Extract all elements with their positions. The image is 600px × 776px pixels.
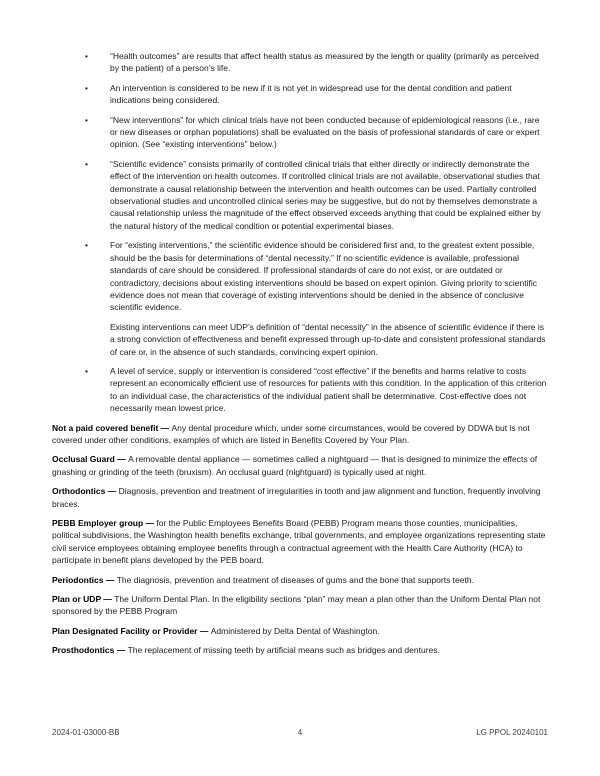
definition-periodontics <box>52 574 548 586</box>
definition-term: Plan Designated Facility or Provider — <box>52 625 211 636</box>
definition-not-a-paid-covered-benefit <box>52 422 548 447</box>
bullet-paragraph: “Health outcomes” are results that affect health status as measured by the length or quality (primarily as perceived by the patient) of a person’s life. <box>110 51 539 74</box>
bullet-item-cost-effective <box>52 365 548 415</box>
definition-orthodontics <box>52 485 548 510</box>
definition-term: Plan or UDP — <box>52 594 115 605</box>
bullet-text <box>110 365 548 415</box>
definition-text: Any dental procedure which, under some circumstances, would be covered by DDWA but is not covered under other conditions, examples of which are listed in Benefits Covered by Your Plan. <box>52 422 530 445</box>
definition-term: Occlusal Guard — <box>52 454 129 465</box>
bullet-paragraph: “New interventions” for which clinical trials have not been conducted because of epidemiological reasons (i.e., rare or new diseases or orphan populations) shall be evaluated on the basis of professional standards of care or expert opinion. (See “existing interventions” below.) <box>110 114 540 150</box>
definition-text: Diagnosis, prevention and treatment of irregularities in tooth and jaw alignment and function, frequently involving braces. <box>52 486 541 509</box>
footer-doc-code: 2024-01-03000-BB <box>52 728 120 737</box>
definition-occlusal-guard <box>52 453 548 478</box>
bullet-text <box>110 114 548 151</box>
bullet-continuation-paragraph: Existing interventions can meet UDP’s definition of “dental necessity” in the absence of scientific evidence if there is a strong conviction of effectiveness and benefit expressed through up-to-date and consistent professional standards of care or, in the absence of such standards, convincing expert opinion. <box>110 321 546 357</box>
definition-text: The diagnosis, prevention and treatment of diseases of gums and the bone that supports teeth. <box>116 574 474 585</box>
definition-text: for the Public Employees Benefits Board (PEBB) Program means those counties, municipalities, political subdivisions, the Washington health benefits exchange, tribal governments, and employee organizations representing state civil service employees obtaining employee benefits through a contractual agreement with the Health Care Authority (HCA) to participate in benefit plans developed by the PEB board. <box>52 518 546 566</box>
definition-term: Orthodontics — <box>52 486 119 497</box>
definition-term: PEBB Employer group — <box>52 518 157 528</box>
definition-term: Not a paid covered benefit — <box>52 422 172 433</box>
definition-plan-or-udp <box>52 593 548 618</box>
definition-term: Prosthodontics — <box>52 645 128 656</box>
bullet-marker: • <box>85 51 88 61</box>
bullet-text <box>110 50 548 75</box>
bullet-item-new-intervention <box>52 82 548 107</box>
definition-term: Periodontics — <box>52 574 117 585</box>
bullet-paragraph: “Scientific evidence” consists primarily of controlled clinical trials that either directly or indirectly demonstrate the effect of the intervention on health outcomes. If controlled clinical trials are not available, observational studies that demonstrate a causal relationship between the intervention and health outcomes can be used. Partially controlled observational studies and uncontrolled clinical series may be suggestive, but do not by themselves demonstrate a causal relationship unless the magnitude of the effect observed exceeds anything that could be explained either by the natural history of the medical condition or potential experimental biases. <box>110 158 541 231</box>
bullet-marker: • <box>85 365 88 376</box>
footer-page-number: 4 <box>297 728 303 737</box>
bullet-item-new-interventions-trials <box>52 114 548 151</box>
footer-doc-id: LG PPOL 20240101 <box>476 728 549 737</box>
bullet-marker: • <box>85 114 88 125</box>
bullet-paragraph: For “existing interventions,” the scientific evidence should be considered first and, to the greatest extent possible, should be the basis for determinations of “dental necessity.” If no scientific evidence is available, professional standards of care should be considered. If professional standards of care do not exist, or are outdated or contradictory, decisions about existing interventions should be based on expert opinion. Giving priority to scientific evidence does not mean that coverage of existing interventions should be denied in the absence of conclusive scientific evidence. <box>110 240 537 313</box>
definition-text: A removable dental appliance — sometimes called a nightguard — that is designed to minimize the effects of gnashing or grinding of the teeth (bruxism). An occlusal guard (nightguard) is typically used at night. <box>52 454 538 477</box>
glossary-definitions <box>52 422 548 657</box>
bullet-item-health-outcomes <box>52 50 548 75</box>
bullet-text <box>110 82 548 107</box>
bullet-text <box>110 239 548 358</box>
definition-text: The replacement of missing teeth by artificial means such as bridges and dentures. <box>127 645 440 656</box>
bullet-marker: • <box>85 82 88 93</box>
bullet-paragraph: An intervention is considered to be new if it is not yet in widespread use for the dental condition and patient indications being considered. <box>110 82 512 106</box>
definition-text: The Uniform Dental Plan. In the eligibility sections “plan” may mean a plan other than the Uniform Dental Plan not sponsored by the PEBB Program <box>52 594 541 617</box>
bullet-item-scientific-evidence <box>52 158 548 232</box>
document-body <box>52 50 548 664</box>
definition-text: Administered by Delta Dental of Washington. <box>210 625 380 636</box>
page-footer <box>52 728 548 737</box>
bullet-marker: • <box>85 240 88 251</box>
bullet-paragraph: A level of service, supply or intervention is considered “cost effective” if the benefits and harms relative to costs represent an economically efficient use of resources for patients with this condition. In the application of this criterion to an individual case, the characteristics of the individual patient shall be determinative. Cost-effective does not necessarily mean lowest price. <box>110 365 547 414</box>
bullet-item-existing-interventions <box>52 239 548 358</box>
bullet-text <box>110 158 548 232</box>
definition-bullet-list <box>52 50 548 415</box>
bullet-marker: • <box>85 158 88 169</box>
definition-pebb-employer-group <box>52 517 548 567</box>
definition-plan-designated-facility <box>52 625 548 637</box>
definition-prosthodontics <box>52 644 548 656</box>
